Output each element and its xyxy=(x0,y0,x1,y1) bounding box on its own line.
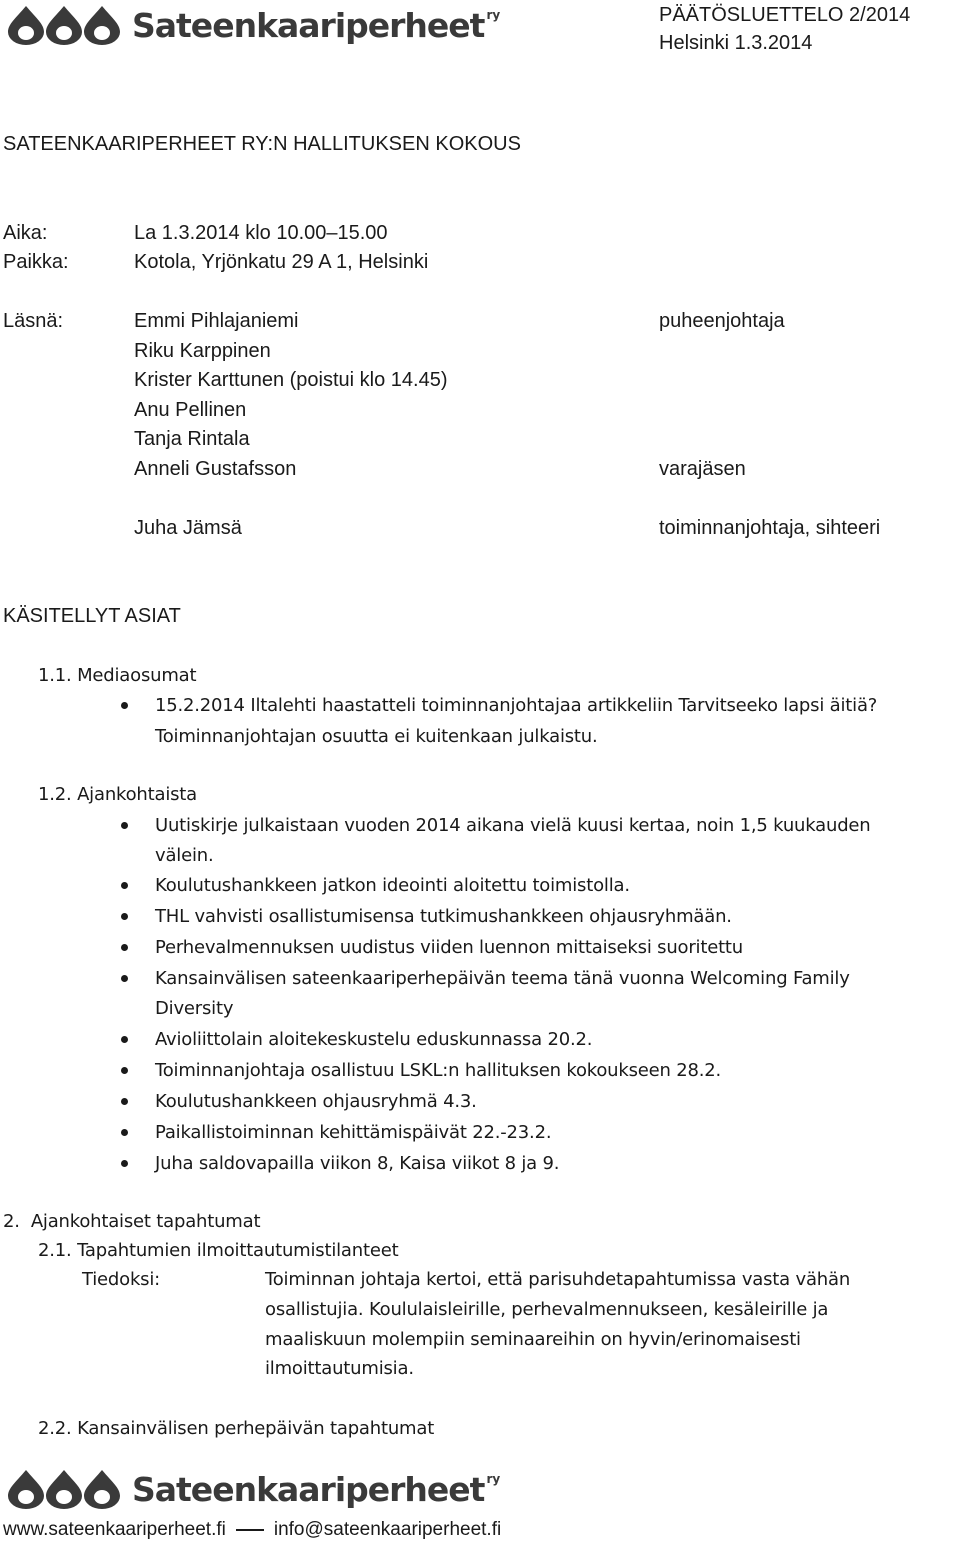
doc-title: PÄÄTÖSLUETTELO 2/2014 xyxy=(659,4,911,26)
s12-bullet: Perhevalmennuksen uudistus viiden luennon mittaiseksi suoritettu xyxy=(155,937,744,958)
bullet-dot xyxy=(121,882,128,889)
attendee-name: Juha Jämsä xyxy=(134,517,242,539)
footer-dash xyxy=(236,1529,264,1531)
aika-value: La 1.3.2014 klo 10.00–15.00 xyxy=(134,222,388,244)
s12-bullet: Uutiskirje julkaistaan vuoden 2014 aikana vielä kuusi kertaa, noin 1,5 kuukauden xyxy=(155,815,871,836)
logo-drops-icon xyxy=(6,1468,126,1510)
footer-email-link[interactable]: info@sateenkaariperheet.fi xyxy=(273,1519,502,1540)
tiedoksi-line: maaliskuun molempiin seminaareihin on hyvin/erinomaisesti xyxy=(265,1329,801,1350)
meeting-title: SATEENKAARIPERHEET RY:N HALLITUKSEN KOKOUS xyxy=(3,133,521,155)
bullet-dot xyxy=(121,913,128,920)
logo-ry: ry xyxy=(486,1472,501,1486)
s12-bullet: Avioliittolain aloitekeskustelu eduskunnassa 20.2. xyxy=(155,1029,593,1050)
bullet-dot xyxy=(121,1129,128,1136)
s12-bullet: Toiminnanjohtaja osallistuu LSKL:n hallituksen kokoukseen 28.2. xyxy=(155,1060,722,1081)
s12-bullet: Koulutushankkeen ohjausryhmä 4.3. xyxy=(155,1091,477,1112)
tiedoksi-line: Toiminnan johtaja kertoi, että parisuhdetapahtumissa vasta vähän xyxy=(265,1269,851,1290)
s12-bullet: Diversity xyxy=(155,998,234,1019)
attendee-name: Riku Karppinen xyxy=(134,340,271,362)
attendee-name: Anu Pellinen xyxy=(134,399,247,421)
s11-bullet-line: 15.2.2014 Iltalehti haastatteli toiminnanjohtajaa artikkeliin Tarvitseeko lapsi äitiä? xyxy=(155,695,878,716)
s11-bullet-line: Toiminnanjohtajan osuutta ei kuitenkaan julkaistu. xyxy=(155,726,598,747)
bullet-dot xyxy=(121,702,128,709)
logo-text: Sateenkaariperheet xyxy=(132,1469,485,1509)
header-logo[interactable] xyxy=(6,4,500,46)
s2-heading: 2. Ajankohtaiset tapahtumat xyxy=(3,1211,261,1232)
logo-text: Sateenkaariperheet xyxy=(132,5,485,45)
bullet-dot xyxy=(121,1160,128,1167)
s11-heading: 1.1. Mediaosumat xyxy=(38,665,197,686)
logo-ry: ry xyxy=(486,8,501,22)
s12-bullet: välein. xyxy=(155,845,214,866)
bullet-dot xyxy=(121,1067,128,1074)
s12-heading: 1.2. Ajankohtaista xyxy=(38,784,197,805)
tiedoksi-line: ilmoittautumisia. xyxy=(265,1358,414,1379)
s12-bullet: Juha saldovapailla viikon 8, Kaisa viikot 8 ja 9. xyxy=(155,1153,560,1174)
attendee-name: Krister Karttunen (poistui klo 14.45) xyxy=(134,369,448,391)
s12-bullet: Paikallistoiminnan kehittämispäivät 22.-23.2. xyxy=(155,1122,552,1143)
s12-bullet: THL vahvisti osallistumisensa tutkimushankkeen ohjausryhmään. xyxy=(155,906,732,927)
attendee-name: Emmi Pihlajaniemi xyxy=(134,310,299,332)
bullet-dot xyxy=(121,1098,128,1105)
footer-contact xyxy=(3,1518,501,1542)
doc-place-date: Helsinki 1.3.2014 xyxy=(659,32,813,54)
attendee-role: puheenjohtaja xyxy=(659,310,785,332)
footer-website-link[interactable]: www.sateenkaariperheet.fi xyxy=(3,1519,226,1540)
paikka-value: Kotola, Yrjönkatu 29 A 1, Helsinki xyxy=(134,251,429,273)
bullet-dot xyxy=(121,822,128,829)
tiedoksi-label: Tiedoksi: xyxy=(82,1269,161,1290)
bullet-dot xyxy=(121,975,128,982)
aika-label: Aika: xyxy=(3,222,48,244)
paikka-label: Paikka: xyxy=(3,251,69,273)
bullet-dot xyxy=(121,944,128,951)
attendee-role: varajäsen xyxy=(659,458,746,480)
s12-bullet: Kansainvälisen sateenkaariperhepäivän teema tänä vuonna Welcoming Family xyxy=(155,968,850,989)
logo-drops-icon xyxy=(6,4,126,46)
tiedoksi-line: osallistujia. Koululaisleirille, perhevalmennukseen, kesäleirille ja xyxy=(265,1299,829,1320)
lasna-label: Läsnä: xyxy=(3,310,64,332)
attendee-name: Anneli Gustafsson xyxy=(134,458,297,480)
attendee-name: Tanja Rintala xyxy=(134,428,250,450)
bullet-dot xyxy=(121,1036,128,1043)
s22-heading: 2.2. Kansainvälisen perhepäivän tapahtumat xyxy=(38,1418,435,1439)
s12-bullet: Koulutushankkeen jatkon ideointi aloitettu toimistolla. xyxy=(155,875,630,896)
attendee-role: toiminnanjohtaja, sihteeri xyxy=(659,517,881,539)
s21-heading: 2.1. Tapahtumien ilmoittautumistilanteet xyxy=(38,1240,399,1261)
section-heading: KÄSITELLYT ASIAT xyxy=(3,605,181,627)
footer-logo[interactable] xyxy=(6,1468,500,1510)
